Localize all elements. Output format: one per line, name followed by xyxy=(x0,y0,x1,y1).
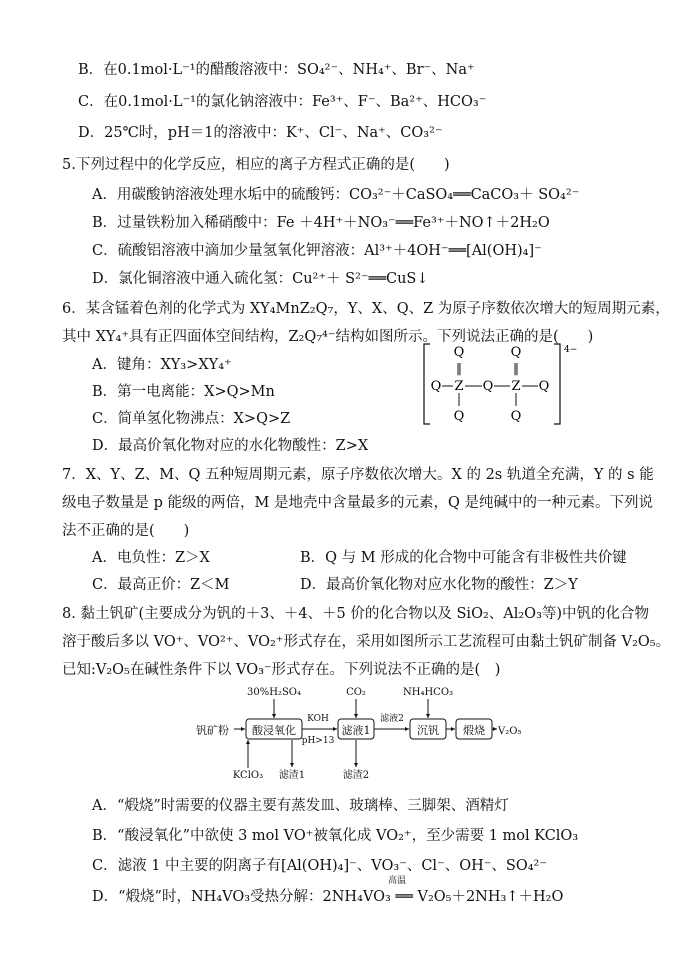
q8-stem-line2: 溶于酸后多以 VO⁺、VO²⁺、VO₂⁺形式存在，采用如图所示工艺流程可由黏土钒矿制备 V₂O₅。 xyxy=(62,634,671,650)
q8-stem-line1: 8. 黏土钒矿(主要成分为钒的＋3、＋4、＋5 价的化合物以及 SiO₂、Al₂O₃等)中钒的化合物 xyxy=(62,606,650,622)
atom-q-bottom-right: Q xyxy=(510,409,522,424)
atom-q-left: Q xyxy=(430,379,442,394)
q8-option-c: C．滤液 1 中主要的阴离子有[Al(OH)₄]⁻、VO₃⁻、Cl⁻、OH⁻、SO₄²⁻ xyxy=(92,858,548,874)
reagent-nh4hco3: NH₄HCO₃ xyxy=(402,687,454,698)
q4-option-b: B．在0.1mol·L⁻¹的醋酸溶液中：SO₄²⁻、NH₄⁺、Br⁻、Na⁺ xyxy=(78,62,475,78)
label-ph: pH>13 xyxy=(301,736,335,746)
residue-1: 滤渣1 xyxy=(278,770,306,781)
atom-z-left: Z xyxy=(454,379,464,394)
reagent-h2so4: 30%H₂SO₄ xyxy=(246,687,302,698)
q5-option-c: C．硫酸铝溶液中滴加少量氢氧化钾溶液：Al³⁺＋4OH⁻══[Al(OH)₄]⁻ xyxy=(92,243,542,259)
atom-q-top-left: Q xyxy=(453,345,465,360)
residue-2: 滤渣2 xyxy=(342,770,370,781)
atom-q-top-right: Q xyxy=(510,345,522,360)
reaction-condition-label: 高温 xyxy=(388,876,407,886)
charge-label: 4− xyxy=(564,345,578,355)
q5-option-d: D．氯化铜溶液中通入硫化氢：Cu²⁺＋ S²⁻══CuS↓ xyxy=(92,271,429,287)
q8-option-b: B．“酸浸氧化”中欲使 3 mol VO⁺被氧化成 VO₂⁺，至少需要 1 mol KClO₃ xyxy=(92,828,579,844)
q7-option-a: A．电负性：Z＞X xyxy=(92,550,210,566)
q6-stem-line2: 其中 XY₄⁺具有正四面体空间结构，Z₂Q₇⁴⁻结构如图所示。下列说法正确的是( ) xyxy=(62,329,594,345)
flow-step-precipitate: 沉钒 xyxy=(417,724,439,737)
reagent-co2: CO₂ xyxy=(346,687,366,698)
q5-stem: 5.下列过程中的化学反应，相应的离子方程式正确的是( ) xyxy=(62,157,450,173)
q6-stem-line1: 6．某含锰着色剂的化学式为 XY₄MnZ₂Q₇，Y、X、Q、Z 为原子序数依次增大的短周期元素， xyxy=(62,301,670,317)
q7-stem-line3: 法不正确的是( ) xyxy=(62,523,190,539)
double-bond-right: ‖ xyxy=(513,361,519,375)
q7-option-c: C．最高正价：Z＜M xyxy=(92,577,230,593)
flow-product: V₂O₅ xyxy=(498,726,522,737)
q8-option-d: D．“煅烧”时，NH₄VO₃受热分解：2NH₄VO₃ ══ V₂O₅＋2NH₃↑＋H₂O xyxy=(92,889,564,905)
q6-option-a: A．键角：XY₃>XY₄⁺ xyxy=(92,357,232,373)
q4-option-d: D．25℃时，pH＝1的溶液中：K⁺、Cl⁻、Na⁺、CO₃²⁻ xyxy=(78,125,443,141)
flow-step-acid-leach: 酸浸氧化 xyxy=(252,724,296,737)
q4-option-c: C．在0.1mol·L⁻¹的氯化钠溶液中：Fe³⁺、F⁻、Ba²⁺、HCO₃⁻ xyxy=(78,94,487,110)
double-bond-left: ‖ xyxy=(456,361,462,375)
flow-step-calcine: 煅烧 xyxy=(463,724,485,737)
q7-option-b: B．Q 与 M 形成的化合物中可能含有非极性共价键 xyxy=(300,550,627,566)
q5-option-b: B．过量铁粉加入稀硝酸中：Fe ＋4H⁺＋NO₃⁻══Fe³⁺＋NO↑＋2H₂O xyxy=(92,215,550,231)
reagent-kclo3: KClO₃ xyxy=(232,770,264,781)
atom-q-bridge: Q xyxy=(482,379,494,394)
q5-option-a: A．用碳酸钠溶液处理水垢中的硫酸钙：CO₃²⁻＋CaSO₄══CaCO₃＋ SO₄²⁻ xyxy=(92,187,580,203)
atom-q-right: Q xyxy=(538,379,550,394)
q8-option-a: A．“煅烧”时需要的仪器主要有蒸发皿、玻璃棒、三脚架、酒精灯 xyxy=(92,798,509,814)
label-filtrate2: 滤液2 xyxy=(380,714,404,724)
flow-step-filtrate1: 滤液1 xyxy=(341,724,371,737)
atom-q-bottom-left: Q xyxy=(453,409,465,424)
flow-input-ore: 钒矿粉 xyxy=(196,724,229,737)
q7-option-d: D．最高价氧化物对应水化物的酸性：Z＞Y xyxy=(300,577,578,593)
label-koh: KOH xyxy=(307,714,329,724)
atom-z-right: Z xyxy=(511,379,521,394)
q6-option-d: D．最高价氧化物对应的水化物酸性：Z>X xyxy=(92,438,369,454)
z2q7-structure-diagram xyxy=(420,340,578,428)
q6-option-b: B．第一电离能：X>Q>Mn xyxy=(92,384,275,400)
q8-stem-line3: 已知:V₂O₅在碱性条件下以 VO₃⁻形式存在。下列说法不正确的是( ) xyxy=(62,662,501,678)
q7-stem-line2: 级电子数量是 p 能级的两倍，M 是地壳中含量最多的元素，Q 是纯碱中的一种元素。下列说 xyxy=(62,495,653,511)
q7-stem-line1: 7．X、Y、Z、M、Q 五种短周期元素，原子序数依次增大。X 的 2s 轨道全充满，Y 的 s 能 xyxy=(62,467,654,483)
vanadium-process-flow xyxy=(196,684,536,784)
q6-option-c: C．简单氢化物沸点：X>Q>Z xyxy=(92,411,291,427)
